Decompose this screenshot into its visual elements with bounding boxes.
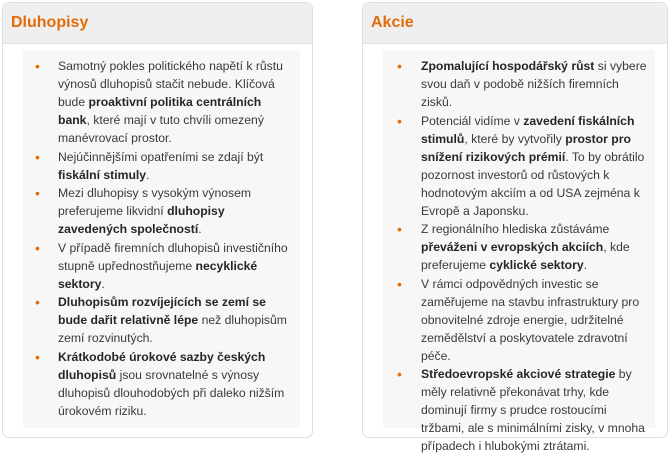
emphasis-text: zavedení fiskálních stimulů (421, 113, 635, 146)
bullet-text: Nejúčinnějšími opatřeními se zdají být (58, 149, 264, 164)
emphasis-text: dluhopisy zavedených společností (58, 204, 225, 236)
bullet-icon: • (35, 239, 40, 256)
emphasis-text: Krátkodobé úrokové sazby českých dluhopisů (58, 349, 266, 382)
bullet-item (35, 348, 294, 420)
bullet-text: Potenciál vidíme v (421, 113, 524, 128)
bullet-text: Samotný pokles politického napětí k růstu výnosů dluhopisů stačit nebude. Klíčová bude (58, 59, 283, 109)
emphasis-text: prostor pro snížení rizikových prémií (421, 131, 631, 164)
emphasis-text: Zpomalující hospodářský růst (421, 59, 595, 73)
bonds-panel-body (23, 50, 300, 428)
bullet-icon: • (35, 58, 40, 74)
bullet-item (397, 57, 651, 111)
bullet-text: by měly relativně překonávat trhy, kde dominují firmy s prudce rostoucími tržbami, ale s minimálními zisky, v mnoha případech i hlubokými ztrátami. (421, 367, 645, 453)
bullet-text: V případě firemních dluhopisů investičního stupně upřednostňujeme (58, 240, 288, 273)
bullet-text: si vybere svou daň v podobě nižších firemních zisků. (421, 59, 647, 109)
bullet-item (35, 293, 294, 347)
bullet-text: . (198, 222, 202, 236)
bullet-icon: • (35, 294, 40, 310)
bullet-text: , které mají v tuto chvíli omezený manévrovací prostor. (58, 113, 264, 145)
bullet-icon: • (397, 58, 402, 74)
bullet-item (397, 275, 651, 365)
bullet-text: jsou srovnatelné s výnosy dluhopisů dlouhodobých při daleko nižším úrokovém riziku. (58, 367, 285, 418)
bullet-item (397, 112, 651, 220)
stocks-panel-body (383, 50, 655, 453)
bullet-text: V rámci odpovědných investic se zaměřujeme na stavbu infrastruktury pro obnovitelné zdroje energie, udržitelné zemědělství a poskytovatele zdravotní péče. (421, 276, 640, 363)
bonds-panel-title: Dluhopisy (11, 14, 89, 31)
emphasis-text: fiskální stimuly (58, 167, 147, 182)
stocks-panel (362, 2, 668, 453)
bullet-item (397, 220, 651, 274)
bullet-text: , které by vytvořily (464, 131, 566, 146)
bullet-icon: • (397, 275, 402, 292)
bullet-icon: • (35, 185, 40, 201)
stocks-bullet-list (383, 50, 655, 455)
bullet-icon: • (397, 112, 402, 129)
stocks-panel-title: Akcie (371, 14, 414, 31)
bullet-icon: • (35, 148, 40, 165)
bullet-text: Z regionálního hlediska zůstáváme (421, 222, 610, 236)
bullet-text: Mezi dluhopisy s vysokým výnosem preferujeme likvidní (58, 186, 252, 218)
stocks-panel-header (363, 3, 667, 44)
bonds-panel (2, 2, 313, 438)
emphasis-text: Středoevropské akciové strategie (421, 367, 616, 381)
bonds-panel-header (3, 3, 312, 44)
bullet-text: . To by obrátilo pozornost investorů od růstových k hodnotovým akciím a od USA zejména k Evropě a Japonsku. (421, 149, 645, 218)
bullet-text: . (101, 276, 105, 291)
bullet-icon: • (35, 348, 40, 365)
bullet-item (35, 184, 294, 238)
bullet-text: . (583, 258, 587, 272)
bullet-icon: • (397, 366, 402, 382)
bullet-item (35, 239, 294, 293)
bullet-item (35, 148, 294, 184)
emphasis-text: převáženi v evropských akciích (421, 240, 604, 254)
emphasis-text: Dluhopisům rozvíjejících se zemí se bude dařit relativně lépe (58, 295, 266, 327)
emphasis-text: cyklické sektory (489, 258, 584, 272)
bullet-text: , kde preferujeme (421, 240, 630, 272)
emphasis-text: necyklické sektory (58, 258, 258, 291)
bullet-text: . (146, 167, 150, 182)
bullet-icon: • (397, 221, 402, 237)
bullet-item (35, 57, 294, 147)
emphasis-text: proaktivní politika centrálních bank (58, 95, 262, 127)
bullet-item (397, 365, 651, 455)
bullet-text: než dluhopisům zemí rozvinutých. (58, 313, 287, 345)
bonds-bullet-list (23, 50, 300, 420)
